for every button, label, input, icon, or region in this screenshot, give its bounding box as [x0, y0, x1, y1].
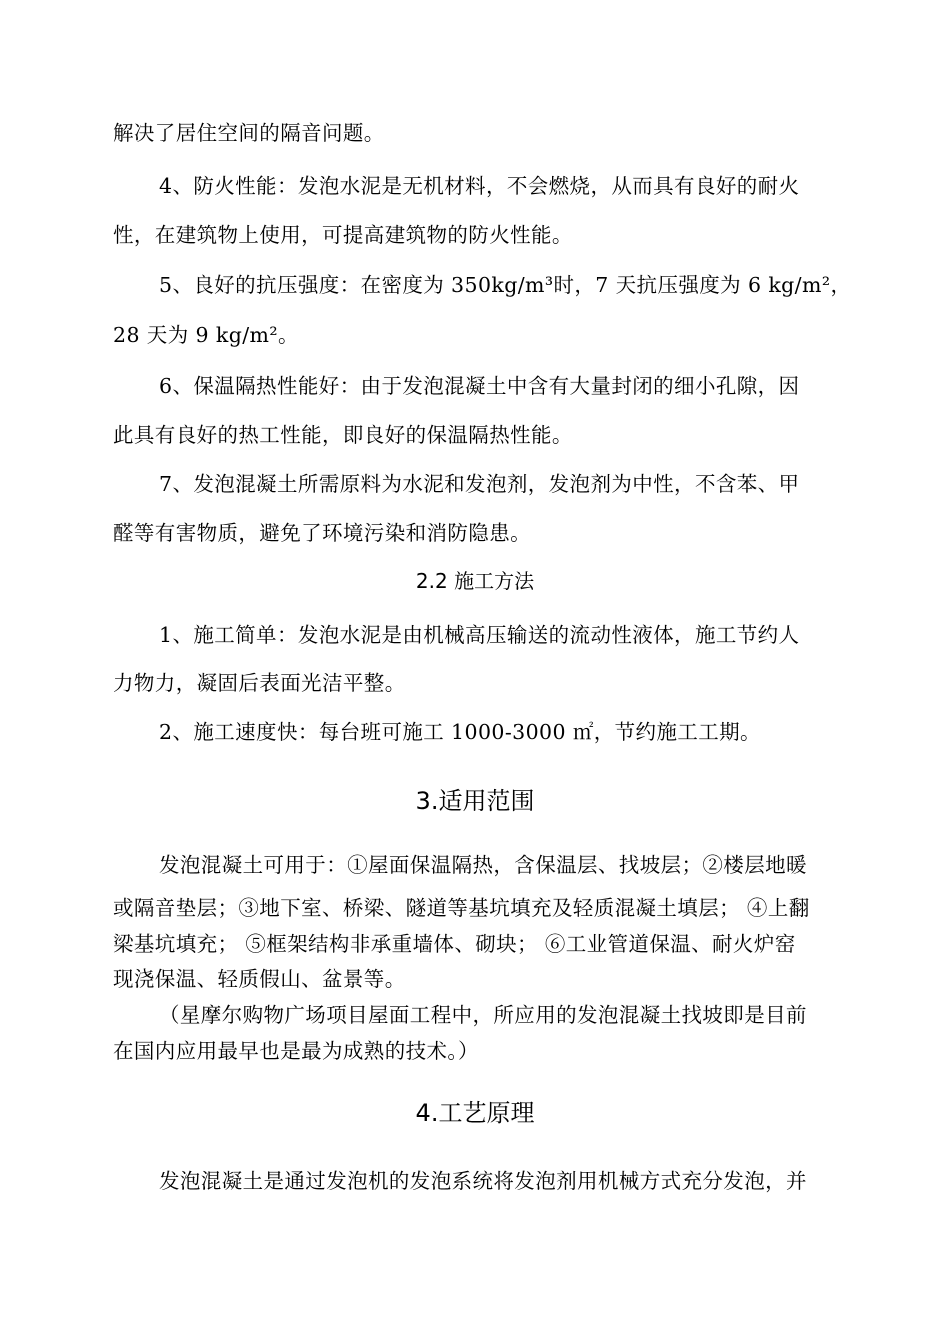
paragraph-line: 此具有良好的热工性能，即良好的保温隔热性能。	[113, 423, 573, 447]
paragraph-line: 4、防火性能：发泡水泥是无机材料，不会燃烧，从而具有良好的耐火	[159, 174, 800, 198]
paragraph-line: 1、施工简单：发泡水泥是由机械高压输送的流动性液体，施工节约人	[159, 623, 800, 647]
paragraph-line: 6、保温隔热性能好：由于发泡混凝土中含有大量封闭的细小孔隙，因	[159, 374, 800, 398]
section-heading-4: 4.工艺原理	[415, 1099, 535, 1127]
paragraph-line: 性，在建筑物上使用，可提高建筑物的防火性能。	[113, 223, 573, 247]
note-line: （星摩尔购物广场项目屋面工程中，所应用的发泡混凝土找坡即是目前	[159, 1003, 807, 1027]
paragraph-line: 2、施工速度快：每台班可施工 1000-3000 ㎡，节约施工工期。	[159, 720, 761, 744]
paragraph-line: 现浇保温、轻质假山、盆景等。	[113, 967, 406, 991]
paragraph-line: 力物力，凝固后表面光洁平整。	[113, 671, 406, 695]
section-heading-2-2: 2.2 施工方法	[415, 569, 535, 593]
paragraph-line: 28 天为 9 kg/m²。	[113, 323, 299, 347]
paragraph-line: 醛等有害物质，避免了环境污染和消防隐患。	[113, 521, 531, 545]
paragraph-line: 或隔音垫层；③地下室、桥梁、隧道等基坑填充及轻质混凝土填层； ④上翻	[113, 896, 810, 920]
paragraph-line: 7、发泡混凝土所需原料为水泥和发泡剂，发泡剂为中性，不含苯、甲	[159, 472, 800, 496]
paragraph-line: 梁基坑填充； ⑤框架结构非承重墙体、砌块； ⑥工业管道保温、耐火炉窑	[113, 932, 796, 956]
note-line: 在国内应用最早也是最为成熟的技术。）	[113, 1039, 479, 1063]
paragraph-line: 解决了居住空间的隔音问题。	[113, 121, 385, 145]
paragraph-line: 发泡混凝土可用于：①屋面保温隔热，含保温层、找坡层；②楼层地暖	[159, 853, 807, 877]
section-heading-3: 3.适用范围	[415, 787, 535, 815]
paragraph-line: 发泡混凝土是通过发泡机的发泡系统将发泡剂用机械方式充分发泡，并	[159, 1169, 807, 1193]
paragraph-line: 5、良好的抗压强度：在密度为 350kg/m³时，7 天抗压强度为 6 kg/m²，	[159, 273, 852, 297]
